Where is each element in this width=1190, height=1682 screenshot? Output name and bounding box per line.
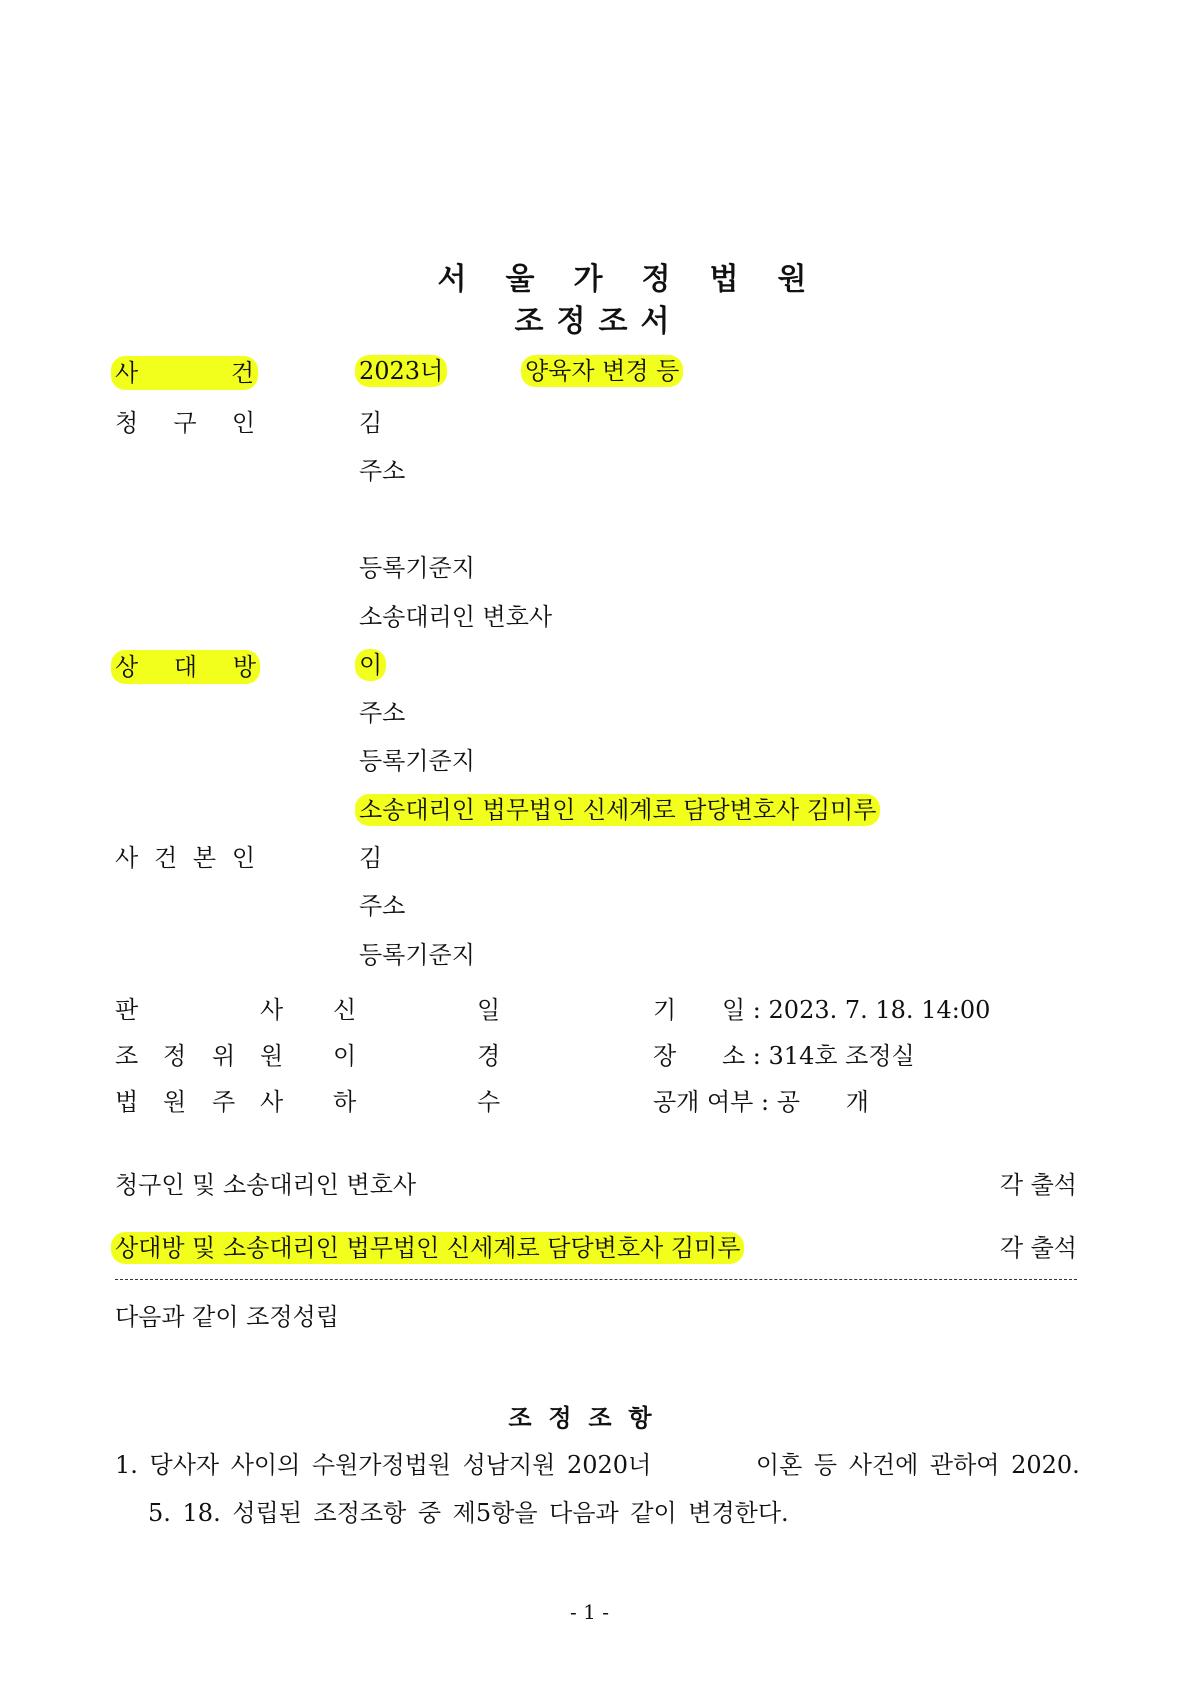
doc-title-char: 서 [640,304,670,339]
separator: : [752,1042,761,1070]
terms-title-char: 정 [548,1404,572,1432]
attendance-party: 상대방 및 소송대리인 법무법인 신세계로 담당변호사 김미루 [111,1232,744,1264]
document-title [508,296,676,340]
separator: : [752,996,761,1024]
principal-label-char: 인 [231,844,255,872]
official-title-char: 사 [260,996,284,1024]
session-date [653,995,990,1025]
attendance-status: 각 출석 [999,1171,1077,1199]
respondent-address: 주소 [359,699,406,727]
court-name-char: 가 [573,262,603,297]
session-public-label: 공개 여부 [653,1088,754,1116]
court-name-char: 법 [709,262,739,297]
official-title-char: 법 [115,1088,139,1116]
official-name-char: 하 [333,1088,357,1116]
respondent-registry: 등록기준지 [359,747,475,775]
respondent-label-char: 대 [173,653,198,681]
session-place [653,1041,915,1071]
respondent-name [359,650,386,680]
case-number [359,356,447,386]
official-name-char: 경 [477,1042,501,1070]
official-name-char: 일 [477,996,501,1024]
respondent-label-char: 상 [115,653,139,681]
terms-title-char: 조 [588,1404,612,1432]
claimant-registry: 등록기준지 [359,554,475,582]
case-label-char: 사 [115,359,139,387]
official-title-char: 판 [115,996,139,1024]
established-text: 다음과 같이 조정성립 [115,1303,339,1331]
claimant-label [115,408,255,438]
principal-label [115,843,255,873]
case-name [525,356,683,386]
court-name-char: 울 [505,262,535,297]
principal-name: 김 [359,844,383,872]
respondent-attorney [359,795,880,825]
case-number-text: 2023너 [355,355,447,387]
official-name-char: 수 [477,1088,501,1116]
principal-label-char: 본 [192,844,217,872]
session-place-label: 장 소 [653,1042,746,1070]
claimant-name: 김 [359,409,383,437]
term-item-1-line2: 5. 18. 성립된 조정조항 중 제5항을 다음과 같이 변경한다. [148,1499,789,1527]
principal-address: 주소 [359,892,406,920]
official-title-char: 주 [212,1088,236,1116]
attendance-row [115,1170,1077,1200]
claimant-address: 주소 [359,457,406,485]
respondent-label [115,650,260,684]
official-title-char: 원 [260,1042,284,1070]
principal-registry: 등록기준지 [359,941,475,969]
session-place-value: 314호 조정실 [768,1042,915,1070]
terms-title [500,1398,660,1433]
case-label-char: 건 [230,359,254,387]
principal-label-char: 건 [153,844,178,872]
terms-title-char: 항 [628,1404,652,1432]
session-date-label: 기 일 [653,996,746,1024]
term-item-1-line1: 1. 당사자 사이의 수원가정법원 성남지원 2020너 이혼 등 사건에 관하여 2020. [115,1451,1080,1479]
claimant-attorney: 소송대리인 변호사 [359,603,553,631]
official-title-char: 위 [212,1042,236,1070]
official-title-char: 정 [163,1042,187,1070]
respondent-name-text: 이 [355,649,386,681]
court-name-char: 원 [777,262,807,297]
dashed-divider [115,1279,1077,1280]
official-name-char: 이 [333,1042,357,1070]
doc-title-char: 정 [556,304,586,339]
claimant-label-char: 인 [231,409,255,437]
claimant-label-char: 청 [115,409,139,437]
separator: : [761,1088,770,1116]
session-public-value: 공 개 [776,1088,869,1116]
official-name-char: 신 [333,996,357,1024]
attendance-party: 청구인 및 소송대리인 변호사 [115,1171,417,1199]
case-name-text: 양육자 변경 등 [521,355,683,387]
terms-title-char: 조 [508,1404,532,1432]
attendance-row [115,1233,1077,1263]
session-date-value: 2023. 7. 18. 14:00 [768,996,991,1024]
principal-label-char: 사 [115,844,139,872]
attendance-status: 각 출석 [999,1234,1077,1262]
claimant-label-char: 구 [173,409,197,437]
court-name [418,254,826,298]
page-number: - 1 - [570,1600,609,1624]
official-title-char: 조 [115,1042,139,1070]
doc-title-char: 조 [598,304,628,339]
official-title-char: 사 [260,1088,284,1116]
respondent-attorney-text: 소송대리인 법무법인 신세계로 담당변호사 김미루 [355,794,880,826]
session-public [653,1087,869,1117]
court-name-char: 서 [437,262,467,297]
court-name-char: 정 [641,262,671,297]
doc-title-char: 조 [514,304,544,339]
respondent-label-char: 방 [232,653,256,681]
official-title-char: 원 [163,1088,187,1116]
case-label [115,356,258,390]
